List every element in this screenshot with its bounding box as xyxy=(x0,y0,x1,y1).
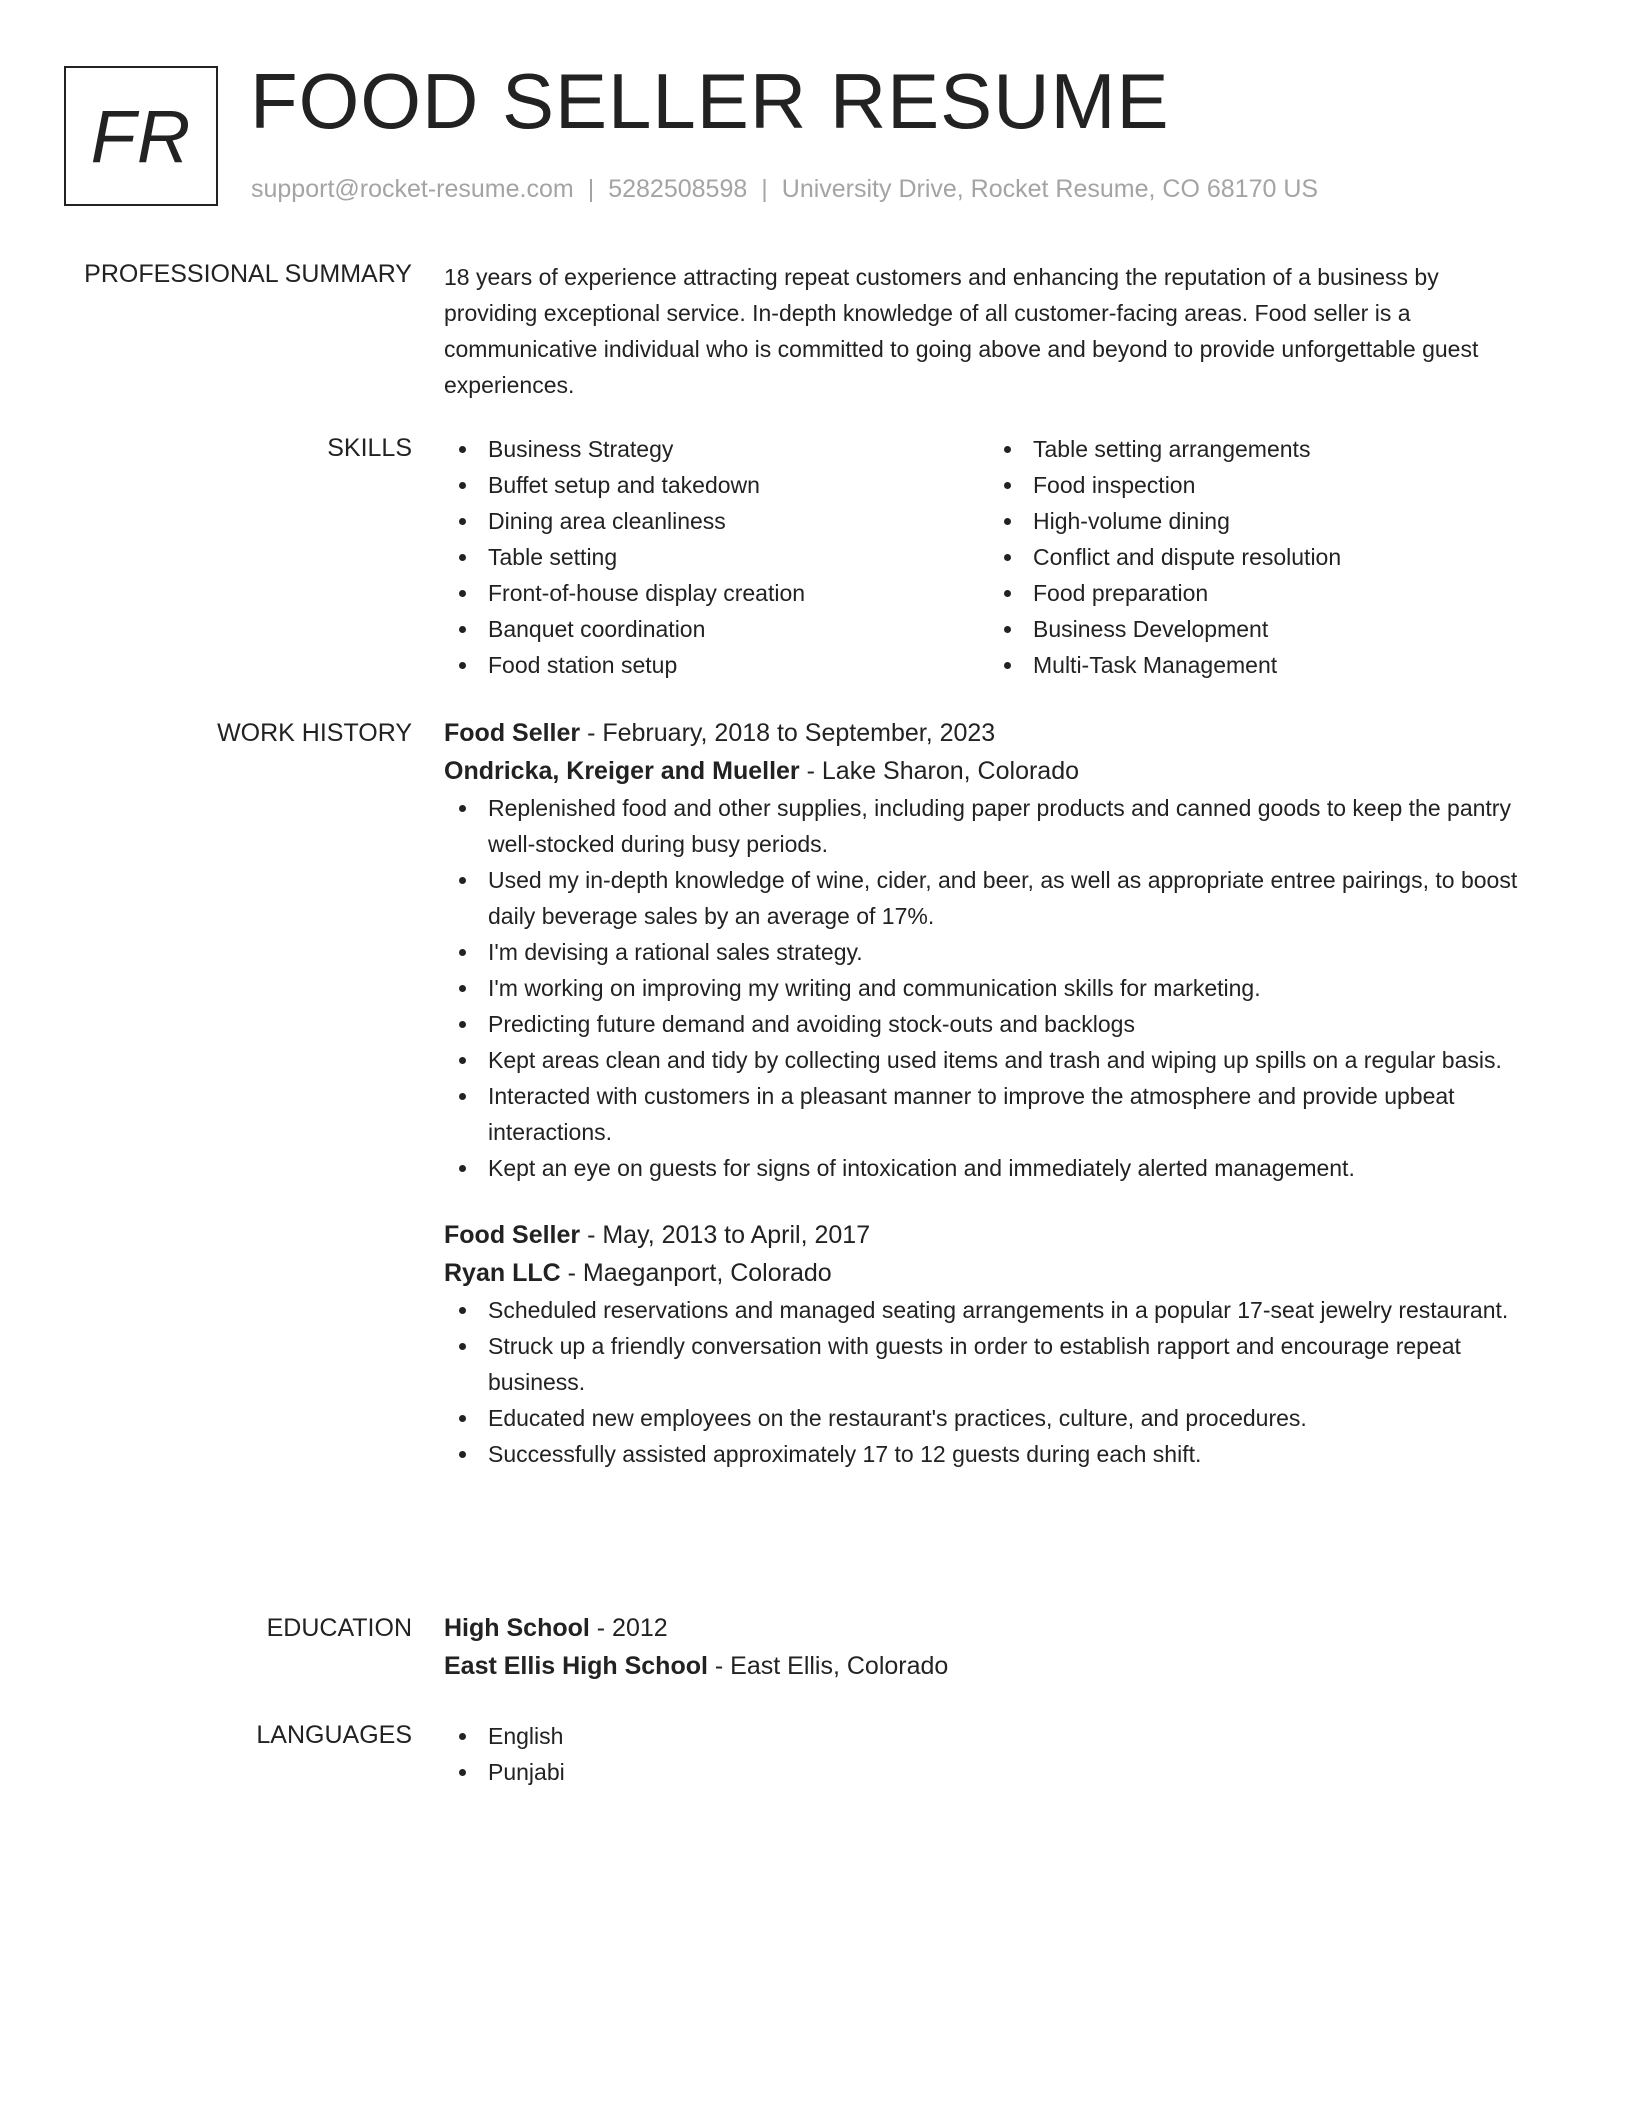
contact-separator: | xyxy=(761,175,768,203)
skill-item: Food station setup xyxy=(444,647,989,683)
skill-item: Food preparation xyxy=(989,575,1534,611)
skill-item: Banquet coordination xyxy=(444,611,989,647)
education-school-line xyxy=(444,1647,1544,1685)
education-school: East Ellis High School xyxy=(444,1652,708,1680)
skills-body xyxy=(444,431,1544,683)
languages-body xyxy=(444,1718,1544,1790)
contact-email: support@rocket-resume.com xyxy=(251,175,574,203)
education-year: - 2012 xyxy=(589,1614,668,1642)
job-bullet: Replenished food and other supplies, including paper products and canned goods to keep the pantry well-stocked during busy periods. xyxy=(444,790,1564,862)
languages-list xyxy=(444,1718,1544,1790)
job-entry xyxy=(444,1216,1544,1472)
skills-columns xyxy=(444,431,1544,683)
summary-body xyxy=(444,259,1544,403)
job-title-line xyxy=(444,1216,1544,1254)
section-label-education: EDUCATION xyxy=(266,1614,412,1642)
skill-item: Business Development xyxy=(989,611,1534,647)
job-bullet-list xyxy=(444,790,1544,1186)
job-title-line xyxy=(444,714,1544,752)
resume-title: FOOD SELLER RESUME xyxy=(250,57,1170,145)
education-location: - East Ellis, Colorado xyxy=(707,1652,949,1680)
contact-phone: 5282508598 xyxy=(608,175,748,203)
job-bullet: Successfully assisted approximately 17 to 12 guests during each shift. xyxy=(444,1436,1564,1472)
language-item: Punjabi xyxy=(444,1754,1544,1790)
skill-item: Table setting xyxy=(444,539,989,575)
job-dates: - May, 2013 to April, 2017 xyxy=(580,1221,871,1249)
skill-item: Buffet setup and takedown xyxy=(444,467,989,503)
contact-line xyxy=(251,172,1318,206)
job-bullet: Kept areas clean and tidy by collecting used items and trash and wiping up spills on a regular basis. xyxy=(444,1042,1564,1078)
skill-item: Dining area cleanliness xyxy=(444,503,989,539)
skill-item: Conflict and dispute resolution xyxy=(989,539,1534,575)
section-label-summary: PROFESSIONAL SUMMARY xyxy=(84,260,412,288)
education-degree-line xyxy=(444,1609,1544,1647)
language-item: English xyxy=(444,1718,1544,1754)
job-bullet-list xyxy=(444,1292,1544,1472)
section-label-languages: LANGUAGES xyxy=(256,1721,412,1749)
job-bullet: Educated new employees on the restaurant's practices, culture, and procedures. xyxy=(444,1400,1564,1436)
skill-item: Table setting arrangements xyxy=(989,431,1534,467)
skill-item: Multi-Task Management xyxy=(989,647,1534,683)
job-bullet: Scheduled reservations and managed seating arrangements in a popular 17-seat jewelry restaurant. xyxy=(444,1292,1564,1328)
job-company-line xyxy=(444,752,1544,790)
job-company: Ondricka, Kreiger and Mueller xyxy=(444,757,800,785)
job-entry xyxy=(444,714,1544,1186)
job-company-line xyxy=(444,1254,1544,1292)
summary-text: 18 years of experience attracting repeat customers and enhancing the reputation of a business by providing exceptional service. In-depth knowledge of all customer-facing areas. Food seller is a communicative individual who is committed to going above and beyond to provide unforgettable guest experiences. xyxy=(444,264,1479,398)
skill-item: Business Strategy xyxy=(444,431,989,467)
job-bullet: Kept an eye on guests for signs of intoxication and immediately alerted management. xyxy=(444,1150,1564,1186)
monogram-initials: FR xyxy=(90,94,192,178)
section-label-work-history: WORK HISTORY xyxy=(217,719,412,747)
job-bullet: Struck up a friendly conversation with guests in order to establish rapport and encourage repeat business. xyxy=(444,1328,1564,1400)
education-degree: High School xyxy=(444,1614,590,1642)
job-title: Food Seller xyxy=(444,1221,581,1249)
skills-list-right xyxy=(989,431,1534,683)
section-label-skills: SKILLS xyxy=(327,434,412,462)
work-history-body xyxy=(444,714,1544,1472)
job-location: - Lake Sharon, Colorado xyxy=(799,757,1080,785)
skills-list-left xyxy=(444,431,989,683)
education-body xyxy=(444,1609,1544,1685)
job-title: Food Seller xyxy=(444,719,581,747)
job-bullet: Used my in-depth knowledge of wine, cider, and beer, as well as appropriate entree pairings, to boost daily beverage sales by an average of 17%. xyxy=(444,862,1564,934)
job-bullet: Interacted with customers in a pleasant manner to improve the atmosphere and provide upbeat interactions. xyxy=(444,1078,1564,1150)
contact-address: University Drive, Rocket Resume, CO 68170 US xyxy=(781,175,1319,203)
skill-item: Food inspection xyxy=(989,467,1534,503)
contact-separator: | xyxy=(587,175,595,203)
job-bullet: I'm devising a rational sales strategy. xyxy=(444,934,1564,970)
job-company: Ryan LLC xyxy=(444,1259,561,1287)
job-bullet: I'm working on improving my writing and communication skills for marketing. xyxy=(444,970,1564,1006)
skill-item: High-volume dining xyxy=(989,503,1534,539)
job-bullet: Predicting future demand and avoiding stock-outs and backlogs xyxy=(444,1006,1564,1042)
job-dates: - February, 2018 to September, 2023 xyxy=(580,719,996,747)
monogram-box xyxy=(64,66,218,206)
job-location: - Maeganport, Colorado xyxy=(560,1259,832,1287)
skill-item: Front-of-house display creation xyxy=(444,575,989,611)
